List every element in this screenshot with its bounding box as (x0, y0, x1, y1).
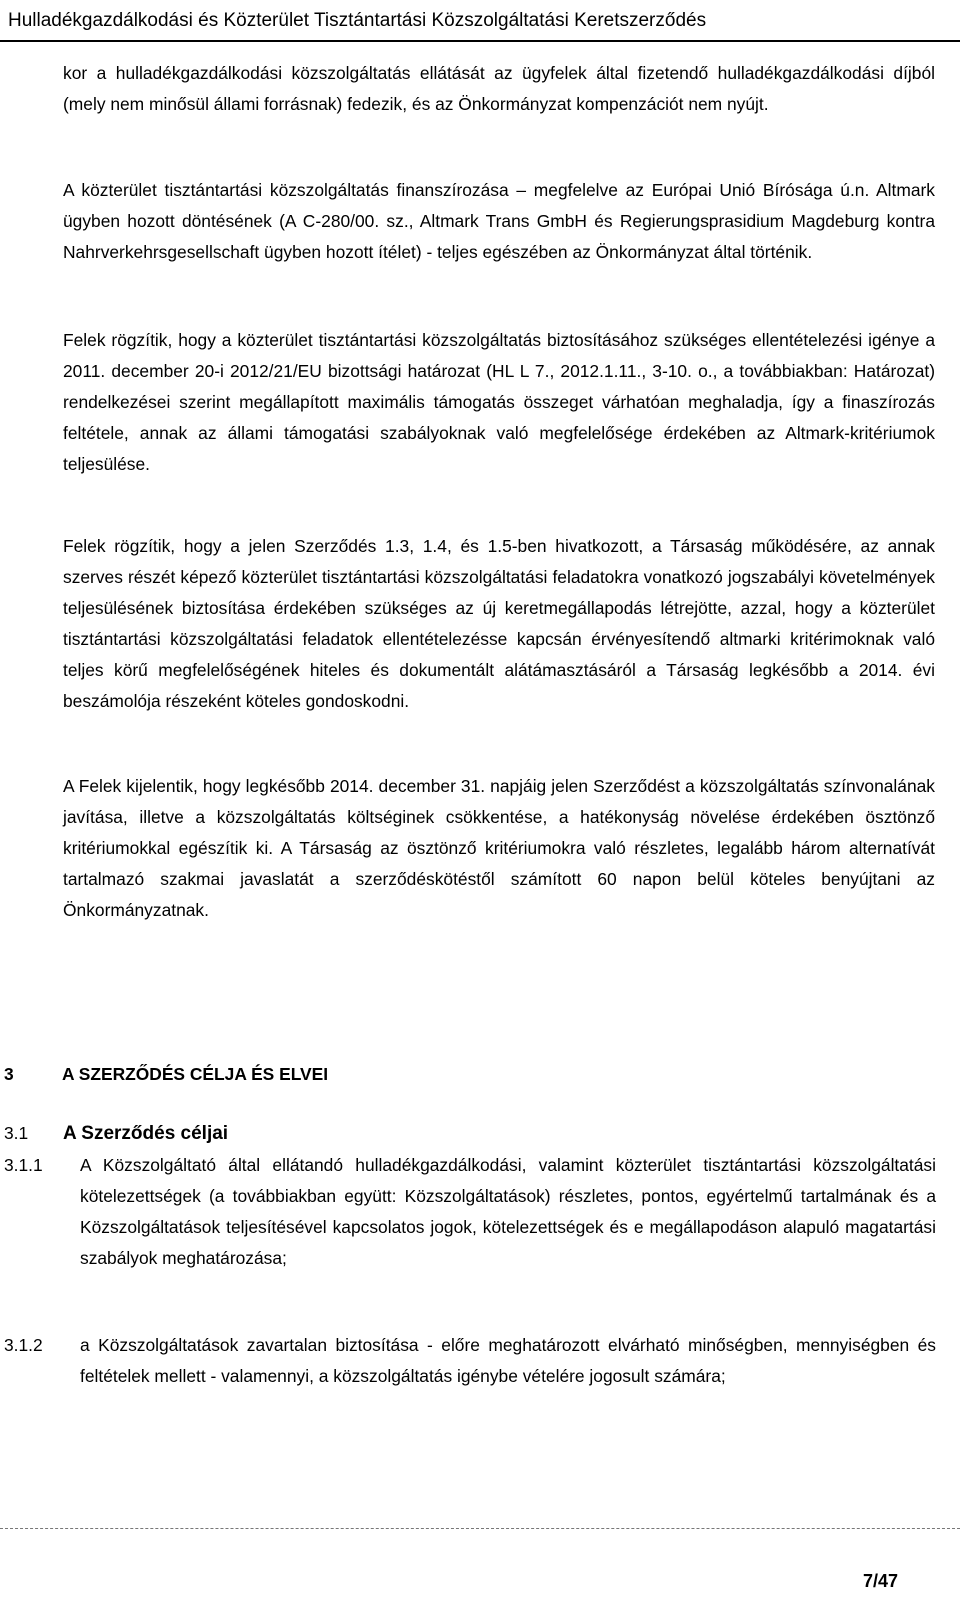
paragraph-5: A Felek kijelentik, hogy legkésőbb 2014. december 31. napjáig jelen Szerződést a közszolgáltatás színvonalának javítása, illetve a közszolgáltatás költséginek csökkentése, a hatékonyság növelése érdekében ösztönző kritériumokkal egészítik ki. A Társaság az ösztönző kritériumokra való részletes, legalább három alternatívát tartalmazó szakmai javaslatát a szerződéskötéstől számított 60 napon belül köteles benyújtani az Önkormányzatnak. (63, 776, 935, 920)
list-item-text: A Közszolgáltató által ellátandó hulladékgazdálkodási, valamint közterület tisztántartási közszolgáltatási kötelezettségek (a továbbiakban együtt: Közszolgáltatások) részletes, pontos, egyértelmű tartalmának és a Közszolgáltatások teljesítésével kapcsolatos jogok, kötelezettségek és e megállapodáson alapuló magatartási szabályok meghatározása; (80, 1155, 936, 1268)
paragraph-3: Felek rögzítik, hogy a közterület tisztántartási közszolgáltatás biztosításához szükséges ellentételezési igénye a 2011. december 20-i 2012/21/EU bizottsági határozat (HL L 7., 2012.1.11., 3-10. o., a továbbiakban: Határozat) rendelkezései szerint megállapított maximális támogatás összeget várhatóan meghaladja, így a finaszírozás feltétele, annak az állami támogatási szabályoknak való megfelelősége érdekében az Altmark-kritériumok teljesülése. (63, 330, 935, 474)
list-item-number: 3.1.1 (4, 1155, 43, 1175)
page-number: 7/47 (862, 1571, 898, 1591)
section-heading (4, 1059, 328, 1089)
header-divider (0, 40, 960, 42)
list-item-number: 3.1.2 (4, 1335, 43, 1355)
subsection-heading (4, 1118, 228, 1149)
paragraph-2: A közterület tisztántartási közszolgáltatás finanszírozása – megfelelve az Európai Unió Bírósága ú.n. Altmark ügyben hozott döntésének (A C-280/00. sz., Altmark Trans GmbH és Regierungsprasidium Magdeburg kontra Nahrverkehrsgesellschaft ügyben hozott ítélet) - teljes egészében az Önkormányzat által történik. (63, 180, 935, 262)
paragraph-4: Felek rögzítik, hogy a jelen Szerződés 1.3, 1.4, és 1.5-ben hivatkozott, a Társaság működésére, az annak szerves részét képező közterület tisztántartási közszolgáltatási feladatokra vonatkozó jogszabályi követelmények teljesülésének biztosítása érdekében szükséges az új keretmegállapodás létrejötte, azzal, hogy a közterület tisztántartási közszolgáltatási feladatok ellentételezésse kapcsán érvényesítendő altmarki kritérimoknak való teljes körű megfelelőségének hiteles és dokumentált alátámasztásáról a Társaság legkésőbb a 2014. évi beszámolója részeként köteles gondoskodni. (63, 536, 935, 711)
document-header (8, 6, 952, 36)
paragraph-1: kor a hulladékgazdálkodási közszolgáltatás ellátását az ügyfelek által fizetendő hulladékgazdálkodási díjból (mely nem minősül állami forrásnak) fedezik, és az Önkormányzat kompenzációt nem nyújt. (63, 63, 935, 114)
section-number: 3 (4, 1064, 14, 1084)
document-title: Hulladékgazdálkodási és Közterület Tisztántartási Közszolgáltatási Keretszerződés (8, 10, 707, 31)
subsection-number: 3.1 (4, 1123, 29, 1143)
footer-divider (0, 1528, 960, 1529)
list-item-text: a Közszolgáltatások zavartalan biztosítása - előre meghatározott elvárható minőségben, mennyiségben és feltételek mellett - valamennyi, a közszolgáltatás igénybe vételére jogosult számára; (80, 1335, 936, 1386)
section-title: A SZERZŐDÉS CÉLJA ÉS ELVEI (62, 1064, 329, 1084)
subsection-title: A Szerződés céljai (63, 1123, 229, 1144)
